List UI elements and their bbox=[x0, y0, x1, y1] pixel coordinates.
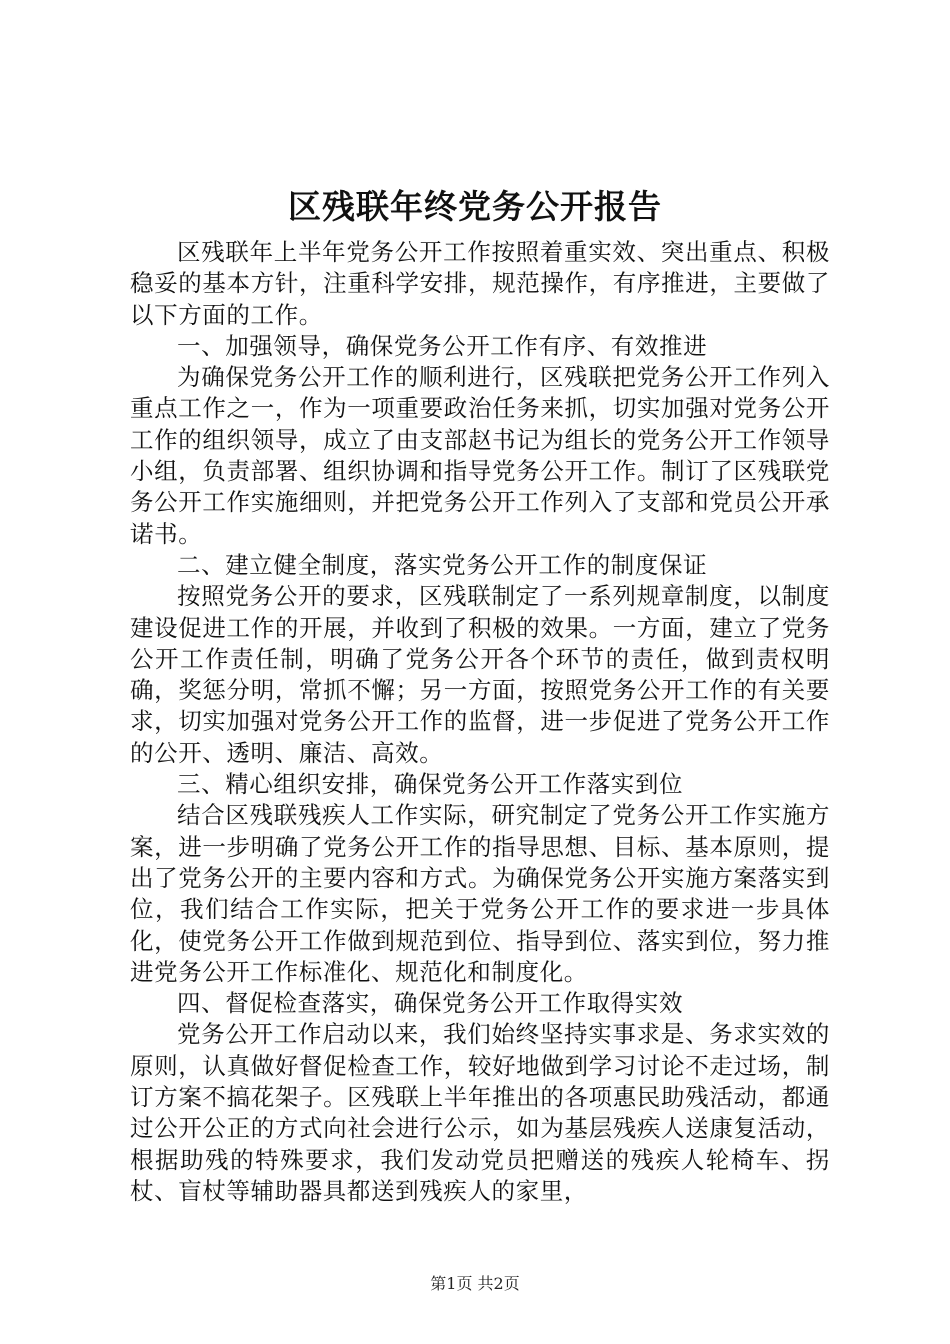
section-heading-4: 四、督促检查落实，确保党务公开工作取得实效 bbox=[177, 989, 684, 1018]
section-paragraph-2: 按照党务公开的要求，区残联制定了一系列规章制度，以制度建设促进工作的开展，并收到了积极的效果。一方面，建立了党务公开工作责任制，明确了党务公开各个环节的责任，做到责权明确，奖惩分明，常抓不懈；另一方面，按照党务公开工作的有关要求，切实加强对党务公开工作的监督，进一步促进了党务公开工作的公开、透明、廉洁、高效。 bbox=[130, 582, 830, 767]
document-title: 区残联年终党务公开报告 bbox=[288, 187, 662, 226]
section-paragraph-4: 党务公开工作启动以来，我们始终坚持实事求是、务求实效的原则，认真做好督促检查工作，较好地做到学习讨论不走过场，制订方案不搞花架子。区残联上半年推出的各项惠民助残活动，都通过公开公正的方式向社会进行公示，如为基层残疾人送康复活动，根据助残的特殊要求，我们发动党员把赠送的残疾人轮椅车、拐杖、盲杖等辅助器具都送到残疾人的家里， bbox=[130, 1020, 830, 1205]
section-heading-3: 三、精心组织安排，确保党务公开工作落实到位 bbox=[177, 770, 684, 799]
section-paragraph-1: 为确保党务公开工作的顺利进行，区残联把党务公开工作列入重点工作之一，作为一项重要政治任务来抓，切实加强对党务公开工作的组织领导，成立了由支部赵书记为组长的党务公开工作领导小组，负责部署、组织协调和指导党务公开工作。制订了区残联党务公开工作实施细则，并把党务公开工作列入了支部和党员公开承诺书。 bbox=[130, 363, 830, 548]
section-heading-2: 二、建立健全制度，落实党务公开工作的制度保证 bbox=[177, 550, 708, 579]
document-body bbox=[130, 237, 830, 1207]
section-paragraph-3: 结合区残联残疾人工作实际，研究制定了党务公开工作实施方案，进一步明确了党务公开工作的指导思想、目标、基本原则，提出了党务公开的主要内容和方式。为确保党务公开实施方案落实到位，我们结合工作实际，把关于党务公开工作的要求进一步具体化，使党务公开工作做到规范到位、指导到位、落实到位，努力推进党务公开工作标准化、规范化和制度化。 bbox=[130, 801, 830, 986]
page-footer: 第1页 共2页 bbox=[430, 1274, 520, 1293]
section-heading-1: 一、加强领导，确保党务公开工作有序、有效推进 bbox=[177, 331, 708, 360]
intro-paragraph: 区残联年上半年党务公开工作按照着重实效、突出重点、积极稳妥的基本方针，注重科学安排，规范操作，有序推进，主要做了以下方面的工作。 bbox=[130, 238, 830, 329]
